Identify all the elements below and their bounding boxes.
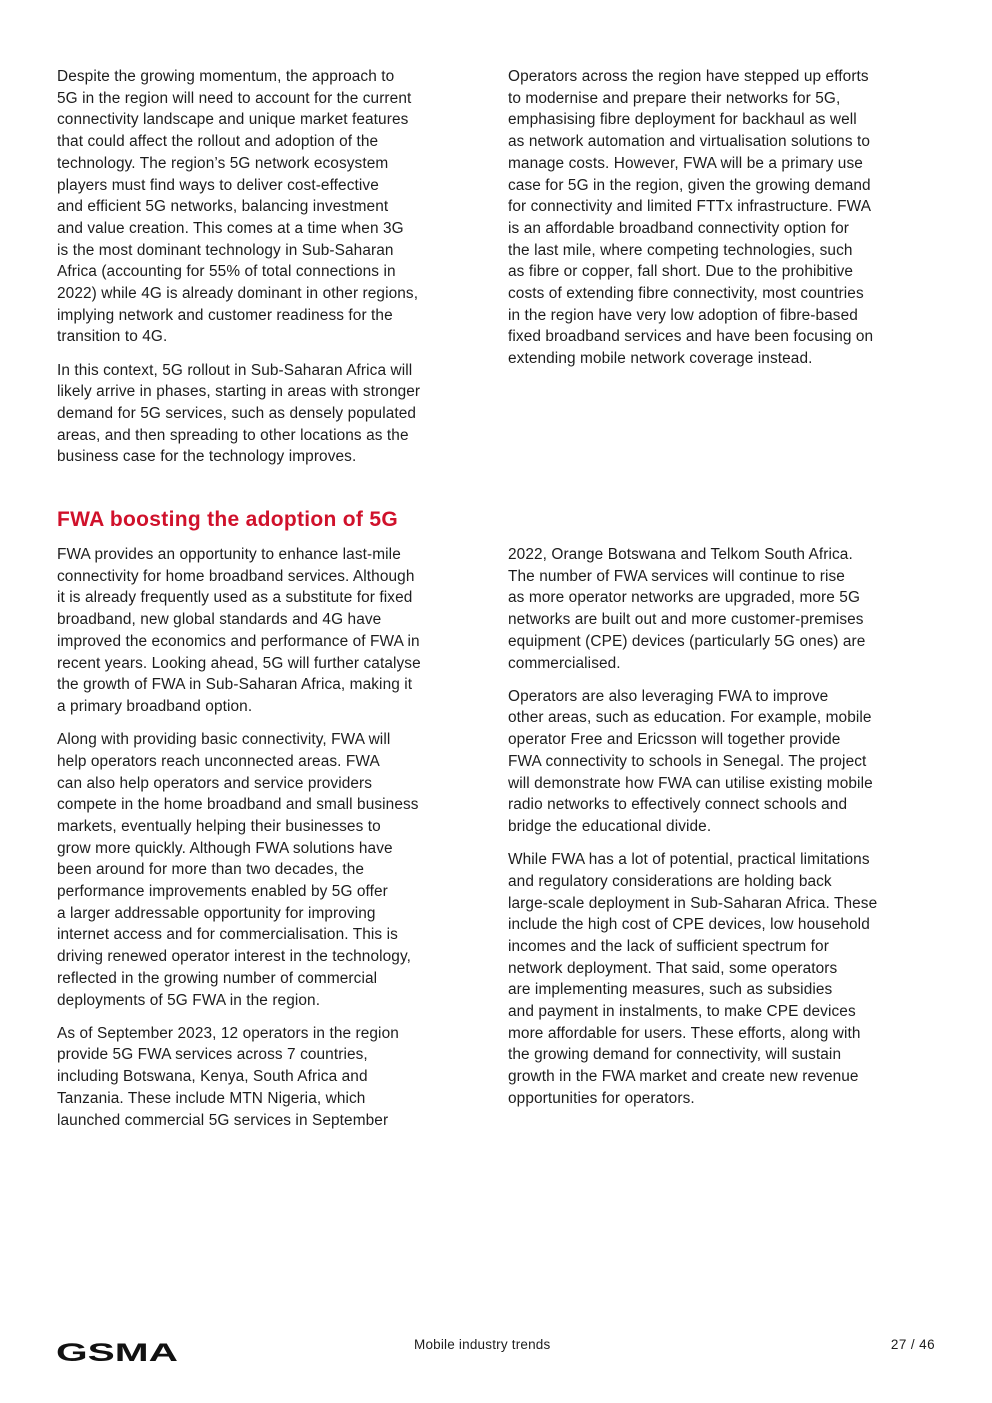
text-line: to modernise and prepare their networks for 5G,: [508, 89, 841, 107]
text-line: for connectivity and limited FTTx infrastructure. FWA: [508, 198, 872, 216]
text-line: grow more quickly. Although FWA solutions have: [57, 839, 393, 857]
text-line: are implementing measures, such as subsidies: [508, 981, 833, 999]
text-line: manage costs. However, FWA will be a primary use: [508, 154, 863, 172]
text-line: commercialised.: [508, 654, 621, 672]
text-line: in the region have very low adoption of fibre-based: [508, 306, 858, 324]
text-line: The number of FWA services will continue to rise: [508, 567, 845, 585]
text-line: recent years. Looking ahead, 5G will further catalyse: [57, 654, 421, 672]
text-line: is an affordable broadband connectivity option for: [508, 219, 849, 237]
text-line: FWA provides an opportunity to enhance last-mile: [57, 546, 401, 563]
text-line: reflected in the growing number of commercial: [57, 969, 378, 987]
paragraph: [508, 686, 938, 838]
text-line: the last mile, where competing technologies, such: [508, 241, 853, 259]
text-line: improved the economics and performance of FWA in: [57, 632, 420, 650]
paragraph: [508, 544, 938, 674]
text-line: that could affect the rollout and adoption of the: [57, 133, 379, 151]
text-line: connectivity for home broadband services. Although: [57, 567, 415, 585]
text-line: more affordable for users. These efforts, along with: [508, 1024, 861, 1042]
text-line: FWA connectivity to schools in Senegal. The project: [508, 752, 867, 770]
text-line: radio networks to effectively connect schools and: [508, 796, 848, 814]
text-line: Along with providing basic connectivity, FWA will: [57, 731, 391, 749]
text-line: can also help operators and service providers: [57, 774, 373, 792]
text-line: case for 5G in the region, given the growing demand: [508, 176, 871, 194]
text-line: as fibre or copper, fall short. Due to the prohibitive: [508, 263, 854, 281]
text-line: provide 5G FWA services across 7 countries,: [57, 1046, 368, 1064]
text-line: opportunities for operators.: [508, 1089, 695, 1107]
text-line: likely arrive in phases, starting in areas with stronger: [57, 383, 421, 401]
text-line: costs of extending fibre connectivity, most countries: [508, 285, 864, 303]
text-line: other areas, such as education. For example, mobile: [508, 709, 872, 727]
text-line: compete in the home broadband and small business: [57, 796, 419, 814]
text-line: as more operator networks are upgraded, more 5G: [508, 589, 861, 607]
text-line: deployments of 5G FWA in the region.: [57, 991, 321, 1009]
text-line: business case for the technology improves.: [57, 448, 357, 466]
text-line: including Botswana, Kenya, South Africa and: [57, 1068, 368, 1086]
gsma-logo-text: GSMA: [56, 1340, 178, 1364]
text-line: help operators reach unconnected areas. FWA: [57, 752, 380, 770]
text-line: growth in the FWA market and create new revenue: [508, 1068, 859, 1086]
text-line: transition to 4G.: [57, 328, 168, 346]
text-line: Operators are also leveraging FWA to improve: [508, 687, 829, 705]
footer-section-title: Mobile industry trends: [414, 1337, 551, 1352]
paragraph: [508, 849, 938, 1109]
text-line: the growing demand for connectivity, will sustain: [508, 1046, 842, 1064]
text-line: driving renewed operator interest in the technology,: [57, 948, 411, 966]
text-line: markets, eventually helping their businesses to: [57, 817, 381, 835]
text-line: include the high cost of CPE devices, low household: [508, 916, 870, 934]
text-line: performance improvements enabled by 5G offer: [57, 883, 388, 901]
text-line: the growth of FWA in Sub-Saharan Africa, making it: [57, 676, 413, 694]
bottom-right-column: [508, 544, 938, 1121]
paragraph: [57, 66, 482, 348]
paragraph: [57, 729, 487, 1011]
text-line: been around for more than two decades, the: [57, 861, 365, 879]
text-line: 2022) while 4G is already dominant in other regions,: [57, 285, 419, 303]
text-line: implying network and customer readiness for the: [57, 306, 393, 324]
text-line: While FWA has a lot of potential, practical limitations: [508, 851, 870, 869]
bottom-left-column: [57, 544, 487, 1143]
text-line: fixed broadband services and have been focusing on: [508, 328, 874, 346]
text-line: launched commercial 5G services in September: [57, 1111, 389, 1129]
text-line: players must find ways to deliver cost-effective: [57, 176, 379, 194]
top-right-column: [508, 66, 938, 381]
text-line: incomes and the lack of sufficient spectrum for: [508, 937, 829, 955]
text-line: Operators across the region have stepped up efforts: [508, 68, 869, 85]
text-line: and value creation. This comes at a time when 3G: [57, 219, 404, 237]
paragraph: [57, 1023, 487, 1132]
text-line: a larger addressable opportunity for improving: [57, 904, 376, 922]
paragraph: [57, 544, 487, 718]
text-line: connectivity landscape and unique market features: [57, 111, 409, 129]
text-line: and efficient 5G networks, balancing investment: [57, 198, 389, 216]
section-heading: FWA boosting the adoption of 5G: [57, 508, 398, 531]
text-line: As of September 2023, 12 operators in the region: [57, 1024, 399, 1042]
text-line: bridge the educational divide.: [508, 817, 712, 835]
text-line: it is already frequently used as a substitute for fixed: [57, 589, 413, 607]
text-line: internet access and for commercialisation. This is: [57, 926, 398, 944]
gsma-logo: [56, 1340, 180, 1364]
text-line: as network automation and virtualisation solutions to: [508, 133, 871, 151]
text-line: extending mobile network coverage instead.: [508, 350, 813, 368]
text-line: and regulatory considerations are holding back: [508, 872, 832, 890]
text-line: areas, and then spreading to other locations as the: [57, 426, 409, 444]
text-line: broadband, new global standards and 4G have: [57, 611, 382, 629]
text-line: demand for 5G services, such as densely populated: [57, 405, 417, 423]
text-line: networks are built out and more customer-premises: [508, 611, 864, 629]
text-line: large-scale deployment in Sub-Saharan Africa. These: [508, 894, 878, 912]
text-line: network deployment. That said, some operators: [508, 959, 838, 977]
paragraph: [508, 66, 938, 370]
text-line: a primary broadband option.: [57, 697, 253, 715]
text-line: will demonstrate how FWA can utilise existing mobile: [508, 774, 873, 792]
text-line: 2022, Orange Botswana and Telkom South Africa.: [508, 546, 853, 563]
text-line: equipment (CPE) devices (particularly 5G ones) are: [508, 632, 866, 650]
text-line: technology. The region’s 5G network ecosystem: [57, 154, 389, 172]
top-left-column: [57, 66, 482, 480]
text-line: Despite the growing momentum, the approach to: [57, 68, 395, 85]
text-line: operator Free and Ericsson will together provide: [508, 731, 841, 749]
text-line: and payment in instalments, to make CPE devices: [508, 1003, 856, 1021]
text-line: Africa (accounting for 55% of total connections in: [57, 263, 396, 281]
text-line: In this context, 5G rollout in Sub-Saharan Africa will: [57, 361, 413, 379]
text-line: is the most dominant technology in Sub-Saharan: [57, 241, 394, 259]
text-line: Tanzania. These include MTN Nigeria, which: [57, 1089, 366, 1107]
text-line: 5G in the region will need to account for the current: [57, 89, 412, 107]
page-number: 27 / 46: [890, 1337, 935, 1352]
paragraph: [57, 360, 482, 469]
text-line: emphasising fibre deployment for backhaul as well: [508, 111, 857, 129]
